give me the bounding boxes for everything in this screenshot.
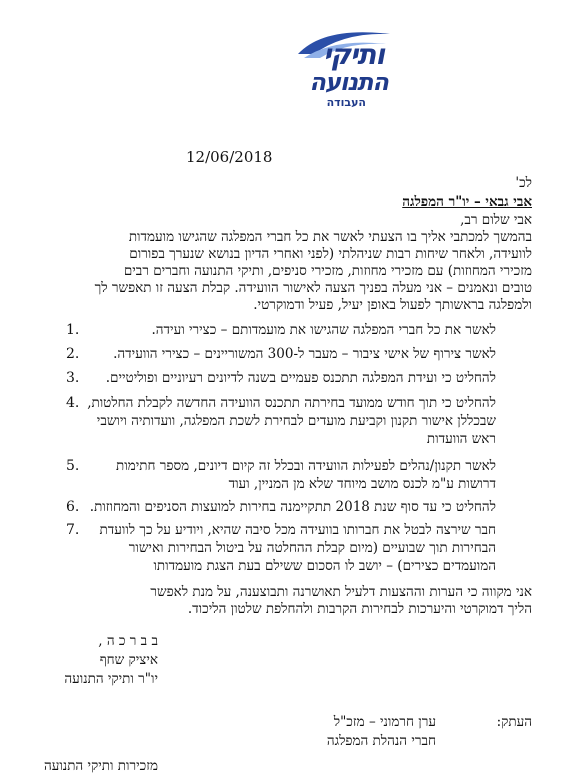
list-item: לאשר את כל חברי המפלגה שהגישו את מועמדותם – כצירי ועידה. bbox=[151, 322, 496, 338]
cc-line: ערן חרמוני – מזכ"ל bbox=[333, 714, 436, 730]
list-item: לאשר צירוף של אישי ציבור – מעבר ל-300 המשוריינים – כצירי הוועידה. bbox=[113, 346, 496, 362]
item-number: 7. bbox=[66, 522, 80, 538]
list-item: להחליט כי תוך חודש ממועד בחירתה תתכנס הוועידה החדשה לקבלת החלטות, bbox=[87, 395, 496, 411]
cc-line: חברי הנהלת המפלגה bbox=[326, 733, 436, 749]
list-item: ראש הוועדות bbox=[426, 431, 496, 447]
intro-line: טובים ונאמנים – אני מעלה בפניך הצעה לאישור הוועידה. קבלת הצעה זו תאפשר לך bbox=[94, 280, 532, 296]
item-number: 2. bbox=[66, 346, 80, 362]
list-item: להחליט כי ועידת המפלגה תתכנס פעמיים בשנה לדיונים רעיוניים ופוליטיים. bbox=[105, 370, 496, 386]
item-number: 5. bbox=[66, 458, 80, 474]
signature-title: יו"ר ותיקי התנועה bbox=[64, 671, 158, 687]
list-item: חבר שירצה לבטל את חברותו בוועידה מכל סיבה שהיא, ויודיע על כך לוועדת bbox=[99, 522, 496, 538]
signature-name: איציק שחף bbox=[99, 652, 158, 668]
cc-line: מזכירות ותיקי התנועה bbox=[43, 758, 158, 774]
intro-line: מזכירי המחוזות) עם מזכירי מחוזות, מזכירי סניפים, ותיקי התנועה וחברים רבים bbox=[123, 263, 532, 279]
closing-line: אני מקווה כי הערות וההצעות דלעיל תאושרנה ותבוצענה, על מנת לאפשר bbox=[150, 584, 532, 600]
signature-blessing: ב ב ר כ ה , bbox=[98, 633, 158, 649]
to-label: לכ' bbox=[515, 175, 532, 191]
intro-line: ולמפלגה בראשותך לפעול באופן יעיל, פעיל ודמוקרטי. bbox=[253, 297, 532, 313]
logo-subtitle: העבודה bbox=[326, 96, 366, 109]
item-number: 6. bbox=[66, 499, 80, 515]
list-item: המועמדים כצירים) – יושב לו הסכום ששילם בעת הצגת מועמדותו bbox=[153, 558, 496, 574]
item-number: 4. bbox=[66, 395, 80, 411]
list-item: לאשר תקנון/נהלים לפעילות הוועידה ובכלל זה קיום דיונים, מספר חתימות bbox=[116, 458, 496, 474]
organization-logo bbox=[292, 24, 392, 114]
intro-line: לוועידה, ולאחר שיחות רבות שניהלתי (לפני ואחרי הדיון בנושא שנערך בפורום bbox=[129, 246, 532, 262]
list-item: להחליט כי עד סוף שנת 2018 תתקיימנה בחירות למועצות הסניפים והמחוזות. bbox=[89, 499, 496, 515]
logo-word-hatnua: התנועה bbox=[309, 68, 388, 96]
logo-word-vatikei: ותיקי bbox=[323, 38, 384, 71]
list-item: הבחירות תוך שבועיים (מיום קבלת ההחלטה על ביטול הבחירות ואישור bbox=[128, 540, 496, 556]
item-number: 1. bbox=[66, 322, 80, 338]
closing-line: הליך דמוקרטי והיערכות לבחירות הקרבות ולהחלפת שלטון הליכוד. bbox=[187, 601, 532, 617]
list-item: דרושות ע"מ לכנס מושב מיוחד שלא מן המניין, ועוד bbox=[228, 476, 496, 492]
cc-label: העתק: bbox=[496, 714, 532, 730]
recipient-line: אבי גבאי – יו"ר המפלגה bbox=[402, 194, 532, 210]
intro-line: בהמשך למכתבי אליך בו הצעתי לאשר את כל חברי המפלגה שהגישו מועמדות bbox=[128, 229, 532, 245]
list-item: שבכללן אישור תקנון וקביעת מועדים לבחירת לשכת המפלגה, וועדותיה ויושבי bbox=[96, 413, 496, 429]
letter-date: 12/06/2018 bbox=[186, 148, 273, 166]
greeting: אבי שלום רב, bbox=[460, 212, 532, 228]
item-number: 3. bbox=[66, 370, 80, 386]
